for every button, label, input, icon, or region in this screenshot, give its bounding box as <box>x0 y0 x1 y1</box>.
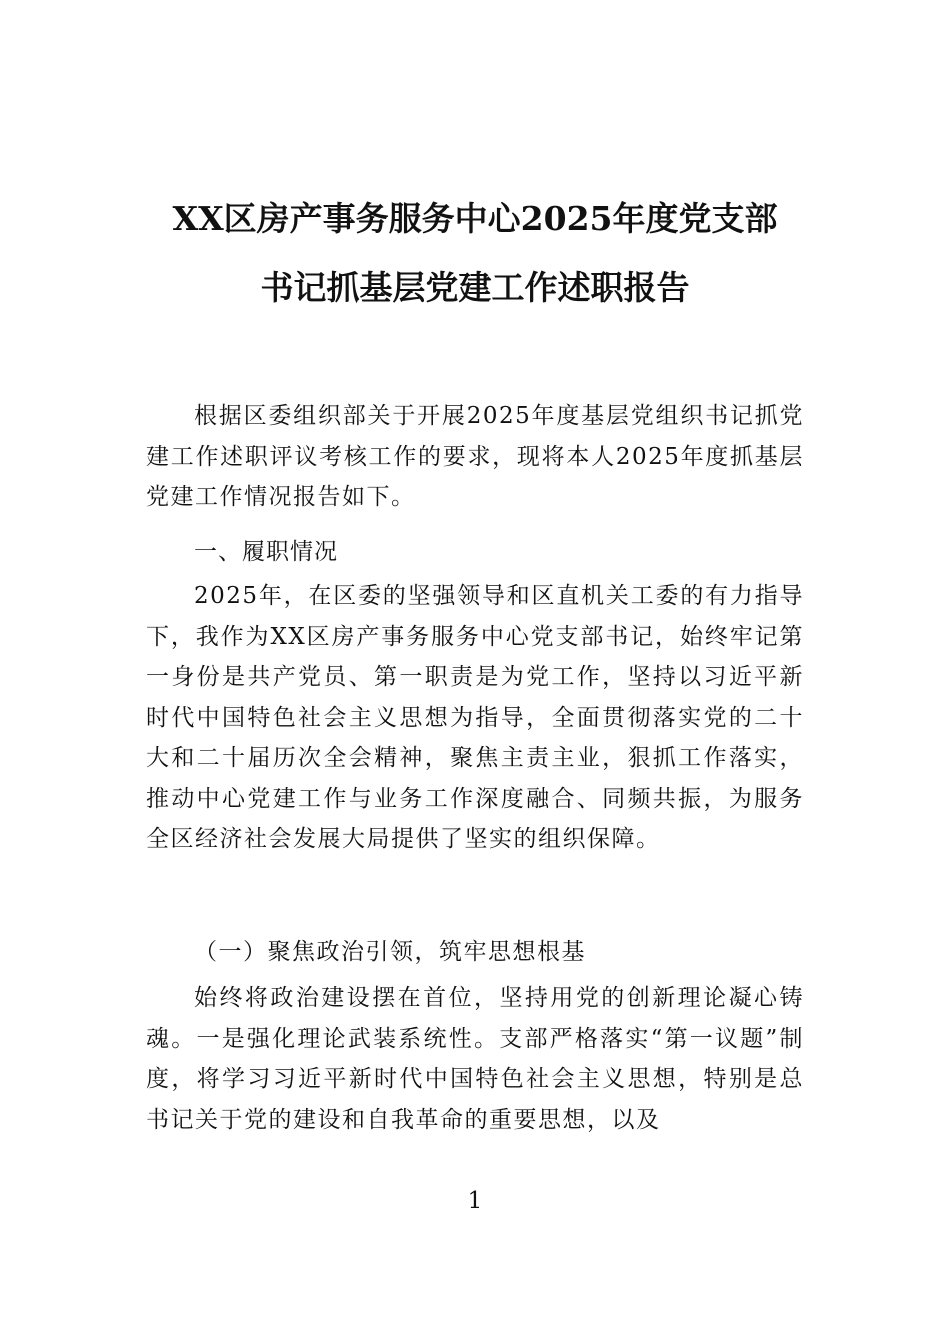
section-1-heading: 一、履职情况 <box>194 539 338 565</box>
intro-paragraph: 根据区委组织部关于开展2025年度基层党组织书记抓党建工作述职评议考核工作的要求，现将本人2025年度抓基层党建工作情况报告如下。 <box>146 403 804 510</box>
document-title-line-1: XX区房产事务服务中心2025年度党支部 <box>172 199 778 238</box>
page-number: 1 <box>467 1188 483 1214</box>
document-title-line-2: 书记抓基层党建工作述职报告 <box>260 268 690 307</box>
subsection-1-heading: （一）聚焦政治引领，筑牢思想根基 <box>194 939 586 965</box>
subsection-1-paragraph: 始终将政治建设摆在首位，坚持用党的创新理论凝心铸魂。一是强化理论武装系统性。支部严格落实“第一议题”制度，将学习习近平新时代中国特色社会主义思想，特别是总书记关于党的建设和自我革命的重要思想，以及 <box>146 985 804 1133</box>
section-1-paragraph: 2025年，在区委的坚强领导和区直机关工委的有力指导下，我作为XX区房产事务服务中心党支部书记，始终牢记第一身份是共产党员、第一职责是为党工作，坚持以习近平新时代中国特色社会主义思想为指导，全面贯彻落实党的二十大和二十届历次全会精神，聚焦主责主业，狠抓工作落实，推动中心党建工作与业务工作深度融合、同频共振，为服务全区经济社会发展大局提供了坚实的组织保障。 <box>146 583 804 852</box>
